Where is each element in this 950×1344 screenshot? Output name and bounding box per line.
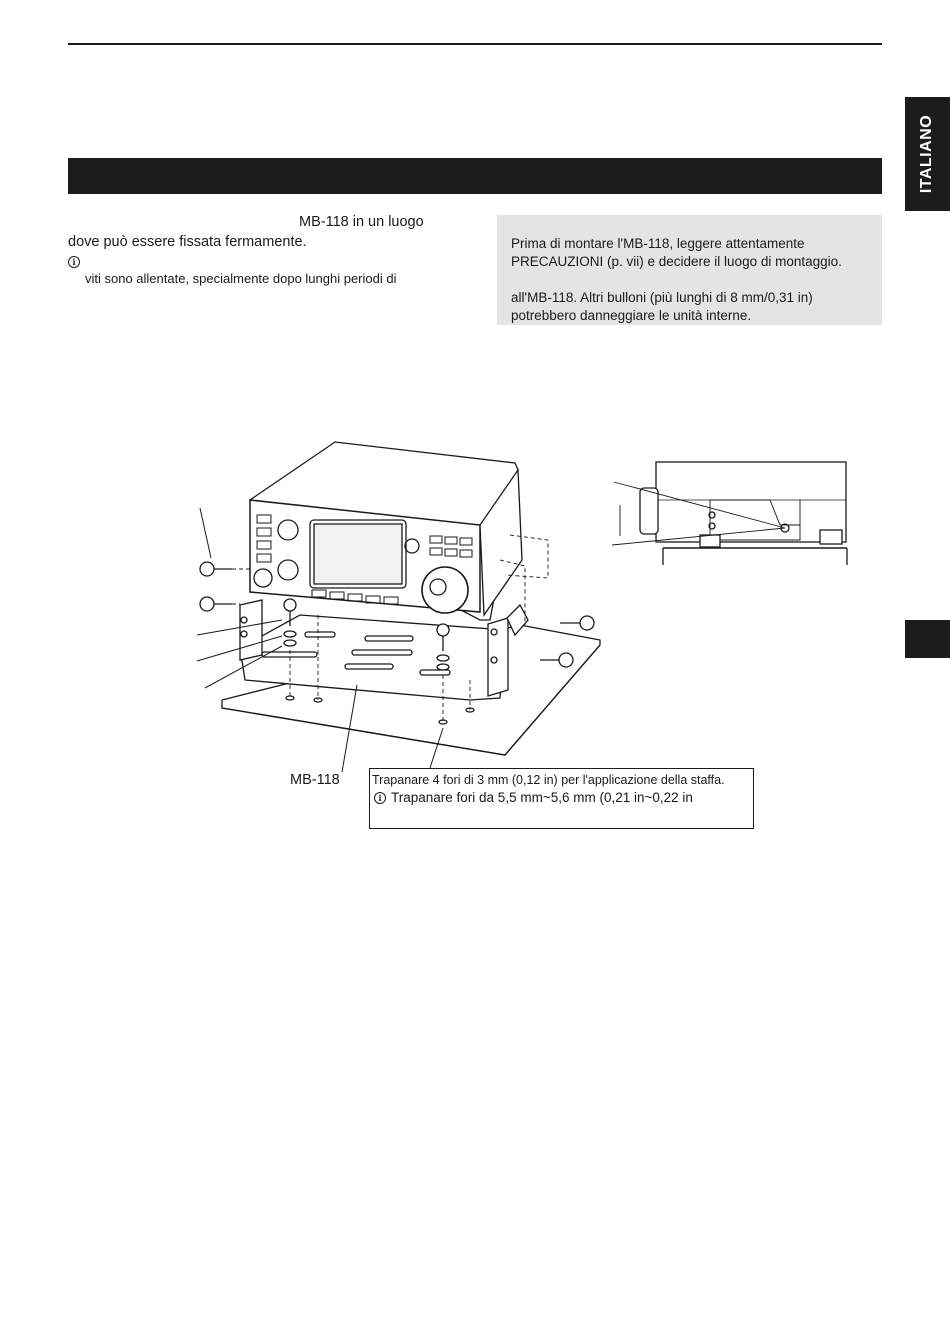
info-icon: i <box>374 792 386 804</box>
drill-instruction-box <box>369 768 754 829</box>
bracket-label: MB-118 <box>290 772 340 788</box>
drill-line-2-row <box>372 789 753 807</box>
intro-line-2: dove può essere fissata fermamente. <box>68 234 307 250</box>
transceiver-body <box>250 442 522 620</box>
caution-line-2: PRECAUZIONI (p. vii) e decidere il luogo di montaggio. <box>511 254 842 269</box>
caution-line-3: all'MB-118. Altri bulloni (più lunghi di 8 mm/0,31 in) <box>511 290 813 305</box>
caution-line-1: Prima di montare l'MB-118, leggere attentamente <box>511 236 805 251</box>
drill-line-1: Trapanare 4 fori di 3 mm (0,12 in) per l'applicazione della staffa. <box>372 773 725 787</box>
caution-line-4: potrebbero danneggiare le unità interne. <box>511 308 752 323</box>
info-icon: i <box>68 256 80 268</box>
drill-line-2: Trapanare fori da 5,5 mm~5,6 mm (0,21 in~0,22 in <box>391 790 693 805</box>
side-view <box>612 462 847 565</box>
intro-line-1: MB-118 in un luogo <box>299 214 424 230</box>
language-tab-label: ITALIANO <box>918 114 936 194</box>
note-text: viti sono allentate, specialmente dopo lunghi periodi di <box>85 271 397 286</box>
